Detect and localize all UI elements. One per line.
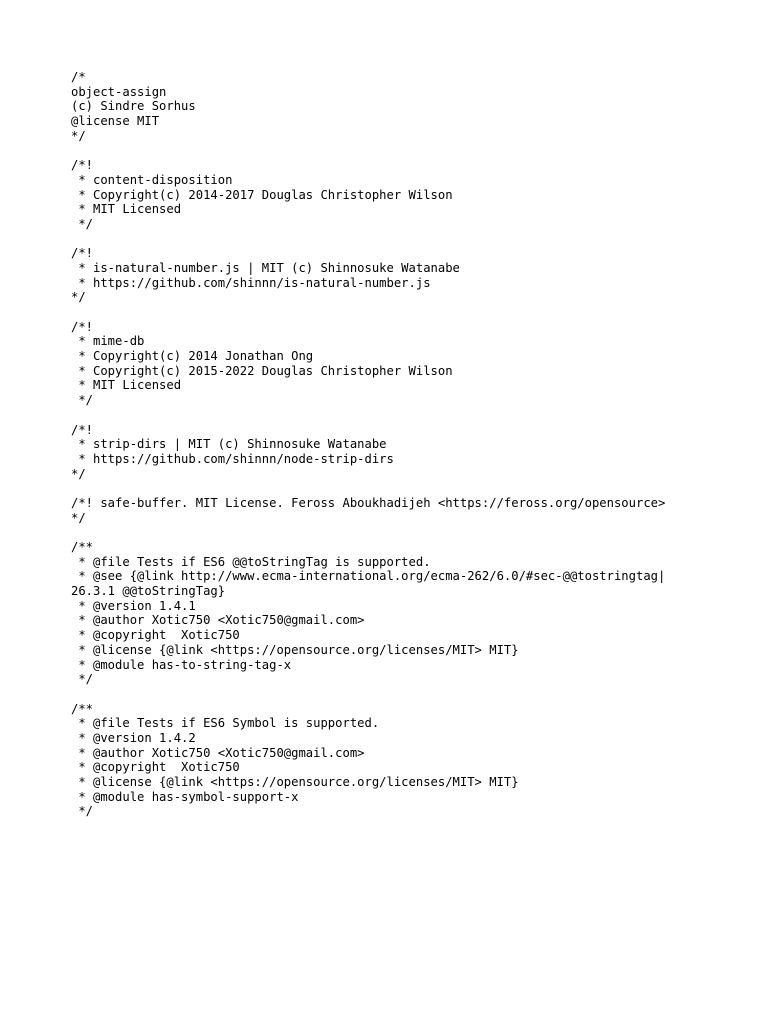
text-line: * mime-db xyxy=(71,334,145,349)
text-line: * Copyright(c) 2014 Jonathan Ong xyxy=(71,349,314,364)
text-line: * @module has-symbol-support-x xyxy=(71,789,299,804)
text-line: /*! safe-buffer. MIT License. Feross Aboukhadijeh <https://feross.org/opensource> xyxy=(71,495,666,510)
text-line: * @module has-to-string-tag-x xyxy=(71,657,292,672)
license-document xyxy=(71,70,761,834)
text-line: object-assign xyxy=(71,84,167,99)
text-line: * strip-dirs | MIT (c) Shinnosuke Watanabe xyxy=(71,437,387,452)
text-line: /** xyxy=(71,540,94,554)
text-line: * is-natural-number.js | MIT (c) Shinnosuke Watanabe xyxy=(71,260,460,275)
license-block-mime-db xyxy=(71,320,761,408)
text-line: /** xyxy=(71,701,94,716)
text-line: */ xyxy=(71,466,86,481)
license-block-safe-buffer xyxy=(71,496,761,525)
text-line: */ xyxy=(71,510,86,525)
license-block-has-symbol-support-x xyxy=(71,702,761,820)
text-line: * @license {@link <https://opensource.org/licenses/MIT> MIT} xyxy=(71,642,519,657)
text-line: * MIT Licensed xyxy=(71,378,182,393)
text-line: * @version 1.4.1 xyxy=(71,598,196,613)
text-line: * MIT Licensed xyxy=(71,202,182,217)
text-line: */ xyxy=(71,290,86,305)
text-line: */ xyxy=(71,393,94,408)
text-line: * @version 1.4.2 xyxy=(71,730,196,745)
text-line: /* xyxy=(71,70,86,84)
text-line: * content-disposition xyxy=(71,172,233,187)
text-line: /*! xyxy=(71,246,94,261)
text-line: * @license {@link <https://opensource.org/licenses/MIT> MIT} xyxy=(71,775,519,789)
license-block-strip-dirs xyxy=(71,423,761,482)
text-line: * @file Tests if ES6 @@toStringTag is supported. xyxy=(71,554,431,569)
text-line: * @author Xotic750 <Xotic750@gmail.com> xyxy=(71,745,365,760)
text-line: */ xyxy=(71,128,86,143)
license-block-is-natural-number xyxy=(71,246,761,305)
text-line: * @see {@link http://www.ecma-international.org/ecma-262/6.0/#sec-@@tostringtag| xyxy=(71,569,666,584)
text-line: * https://github.com/shinnn/node-strip-dirs xyxy=(71,451,394,466)
text-line: * @copyright Xotic750 xyxy=(71,628,240,643)
text-line: * Copyright(c) 2014-2017 Douglas Christopher Wilson xyxy=(71,187,453,202)
text-line: */ xyxy=(71,804,94,819)
text-line: */ xyxy=(71,672,94,687)
text-line: * @copyright Xotic750 xyxy=(71,760,240,775)
text-line: * Copyright(c) 2015-2022 Douglas Christopher Wilson xyxy=(71,363,453,378)
text-line: /*! xyxy=(71,319,94,334)
text-line: * @author Xotic750 <Xotic750@gmail.com> xyxy=(71,613,365,628)
text-line: (c) Sindre Sorhus xyxy=(71,99,196,114)
text-line: 26.3.1 @@toStringTag} xyxy=(71,584,226,599)
license-block-object-assign xyxy=(71,70,761,143)
text-line: * https://github.com/shinnn/is-natural-number.js xyxy=(71,275,431,290)
text-line: /*! xyxy=(71,158,94,173)
text-line: * @file Tests if ES6 Symbol is supported. xyxy=(71,716,380,731)
license-block-has-to-string-tag-x xyxy=(71,540,761,687)
text-line: */ xyxy=(71,216,94,231)
text-line: /*! xyxy=(71,422,94,437)
license-block-content-disposition xyxy=(71,158,761,231)
text-line: @license MIT xyxy=(71,114,160,129)
